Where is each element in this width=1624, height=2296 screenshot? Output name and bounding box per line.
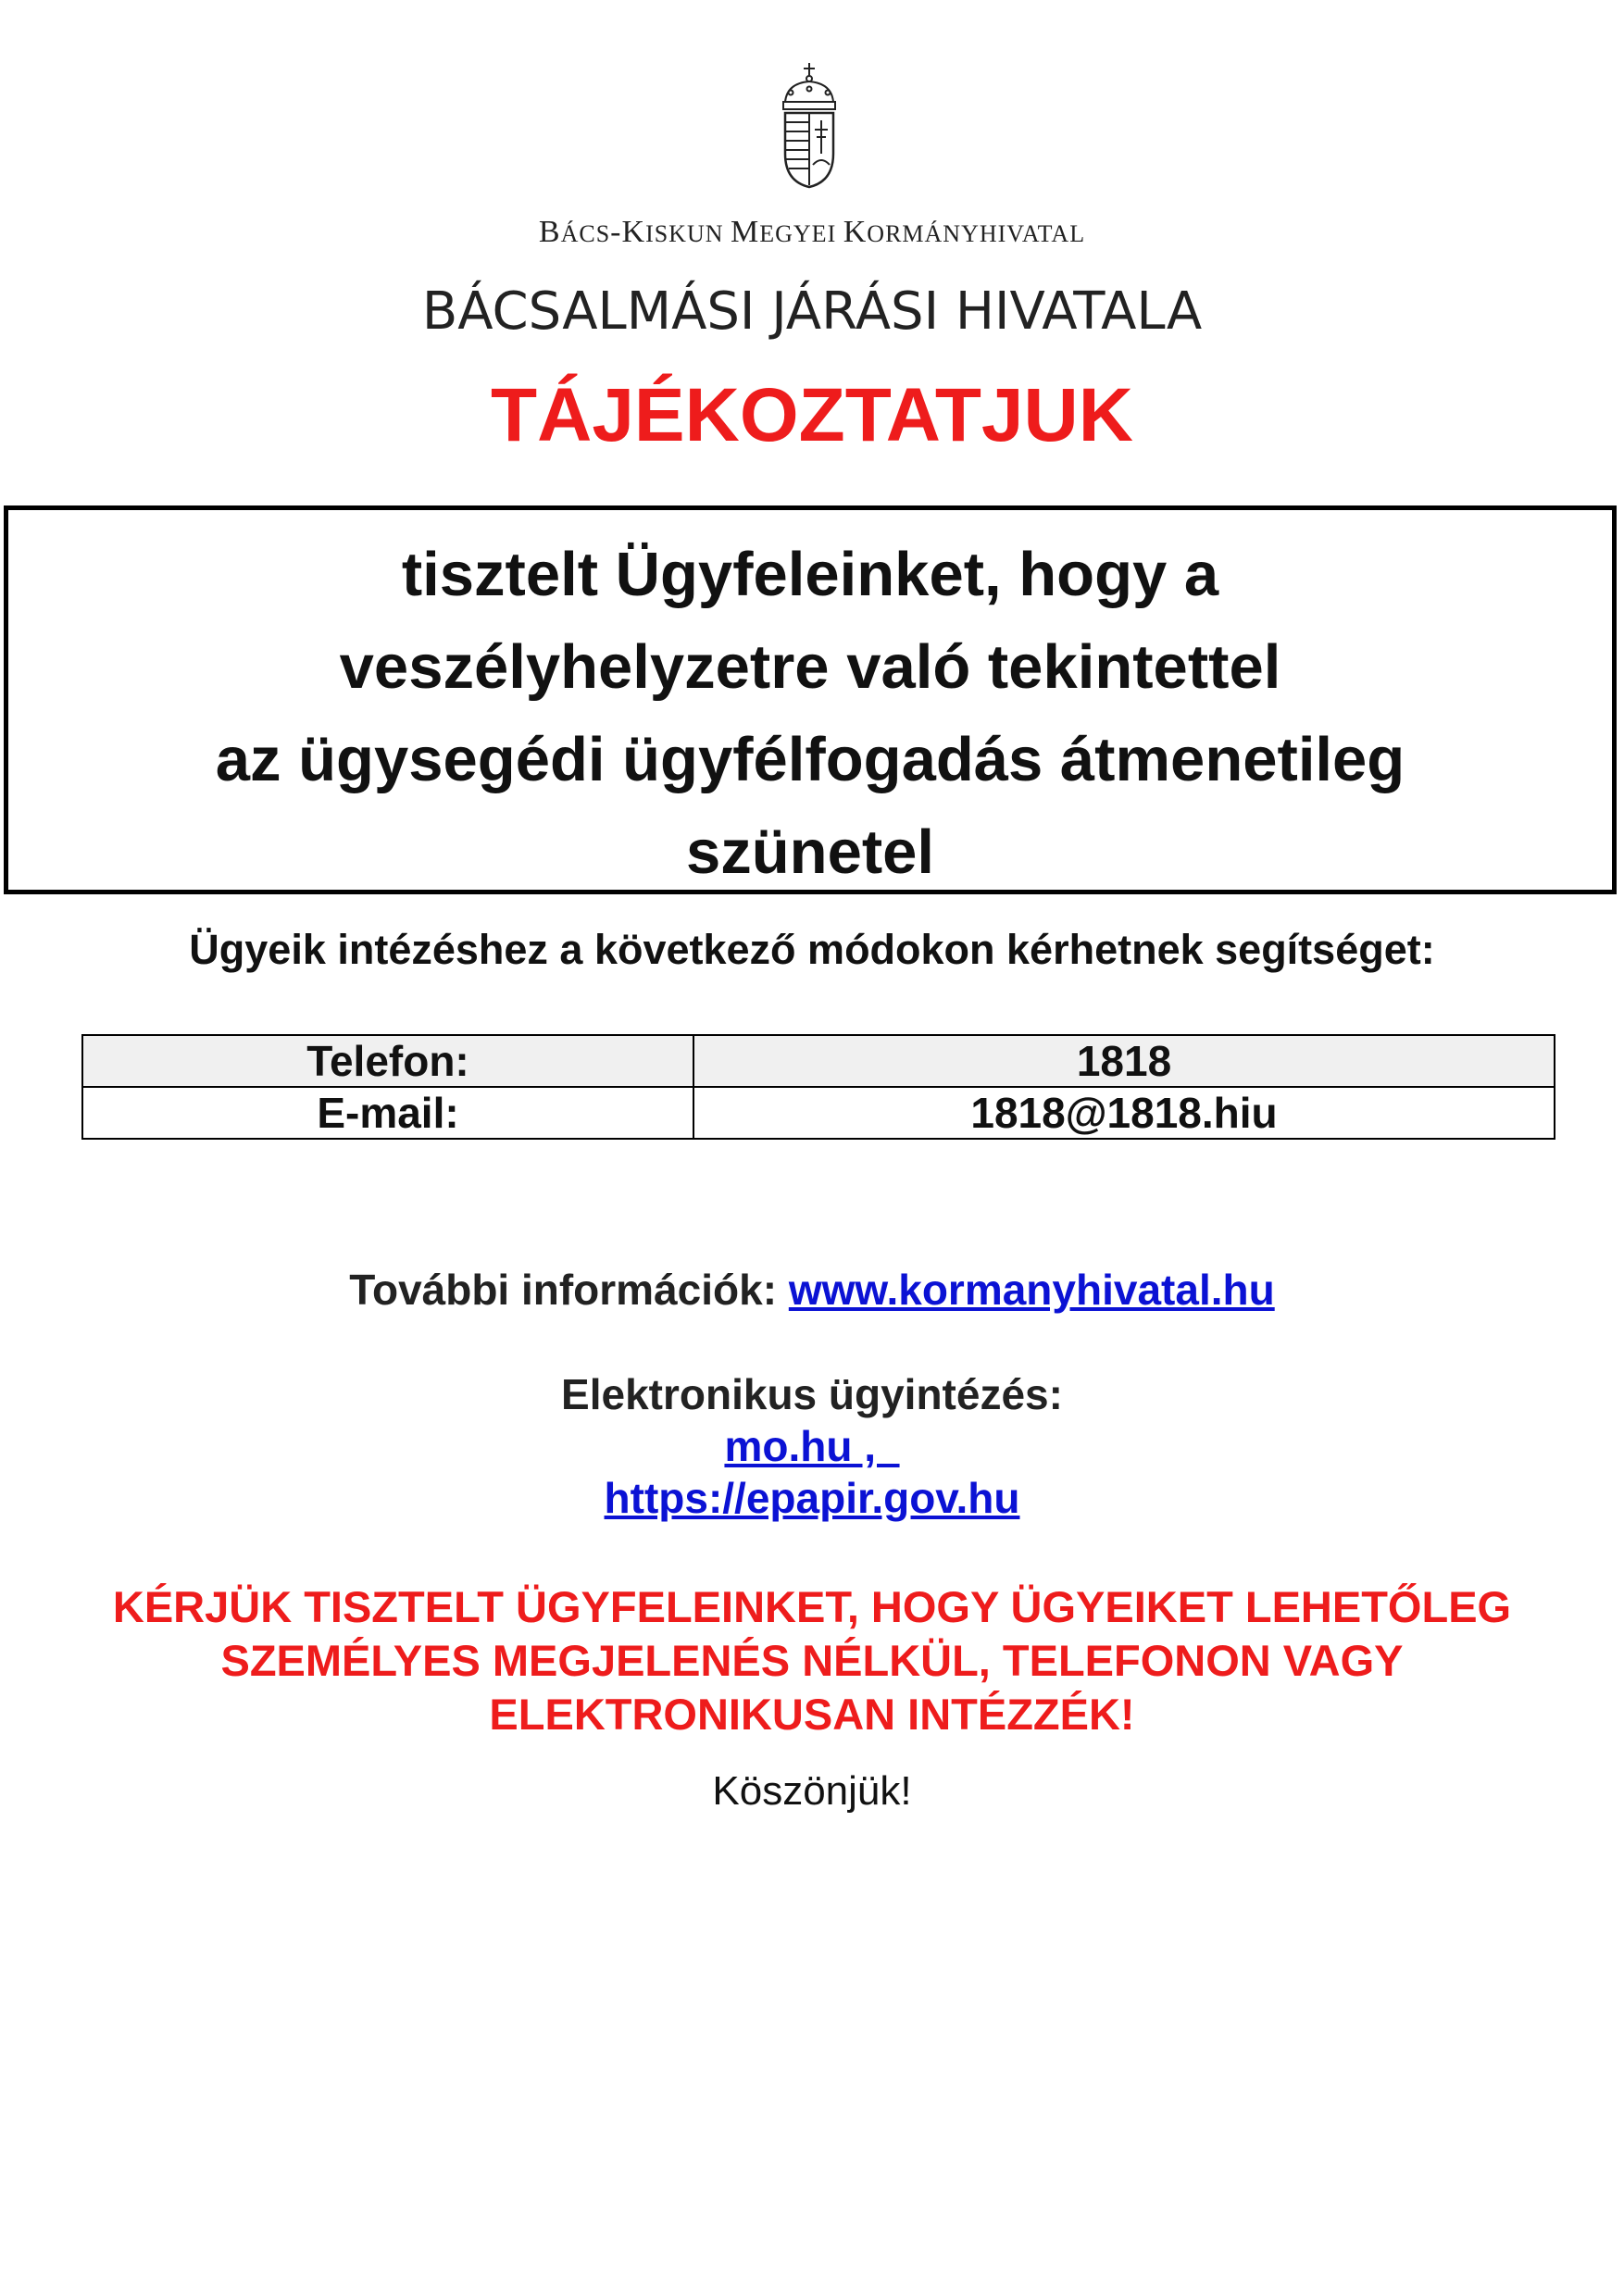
more-info-label: További információk: — [349, 1266, 789, 1314]
kormanyhivatal-link[interactable]: www.kormanyhivatal.hu — [788, 1266, 1275, 1314]
table-row — [82, 1087, 1555, 1139]
coat-of-arms-logo — [776, 61, 843, 191]
e-admin-label: Elektronikus ügyintézés: — [561, 1370, 1063, 1418]
request-line: SZEMÉLYES MEGJELENÉS NÉLKÜL, TELEFONON VAGY — [220, 1636, 1404, 1685]
notice-line: veszélyhelyzetre való tekintettel — [339, 632, 1281, 702]
inform-heading: TÁJÉKOZTATJUK — [491, 373, 1133, 457]
help-intro: Ügyeik intézéshez a következő módokon kérhetnek segítséget: — [189, 926, 1435, 973]
notice-line: szünetel — [685, 817, 935, 887]
epapir-link[interactable]: https://epapir.gov.hu — [604, 1474, 1020, 1522]
notice-box — [4, 505, 1617, 894]
contact-table — [81, 1034, 1555, 1140]
mohu-link[interactable]: mo.hu , — [724, 1422, 900, 1470]
contact-label: E-mail: — [82, 1087, 693, 1139]
notice-line: az ügysegédi ügyfélfogadás átmenetileg — [215, 725, 1405, 794]
thanks-text: Köszönjük! — [712, 1768, 912, 1814]
contact-value: 1818 — [693, 1035, 1555, 1087]
request-line: ELEKTRONIKUSAN INTÉZZÉK! — [489, 1690, 1135, 1739]
notice-text — [8, 529, 1612, 894]
district-office-name: BÁCSALMÁSI JÁRÁSI HIVATALA — [421, 281, 1203, 342]
more-info-line — [0, 1265, 1624, 1315]
table-row — [82, 1035, 1555, 1087]
request-line: KÉRJÜK TISZTELT ÜGYFELEINKET, HOGY ÜGYEIKET LEHETŐLEG — [112, 1582, 1512, 1631]
county-office-name: BÁCS-KISKUN MEGYEI KORMÁNYHIVATAL — [538, 215, 1086, 249]
notice-line: tisztelt Ügyfeleinket, hogy a — [401, 540, 1219, 609]
contact-value: 1818@1818.hiu — [693, 1087, 1555, 1139]
e-admin-section — [0, 1368, 1624, 1524]
request-notice — [0, 1580, 1624, 1741]
contact-label: Telefon: — [82, 1035, 693, 1087]
